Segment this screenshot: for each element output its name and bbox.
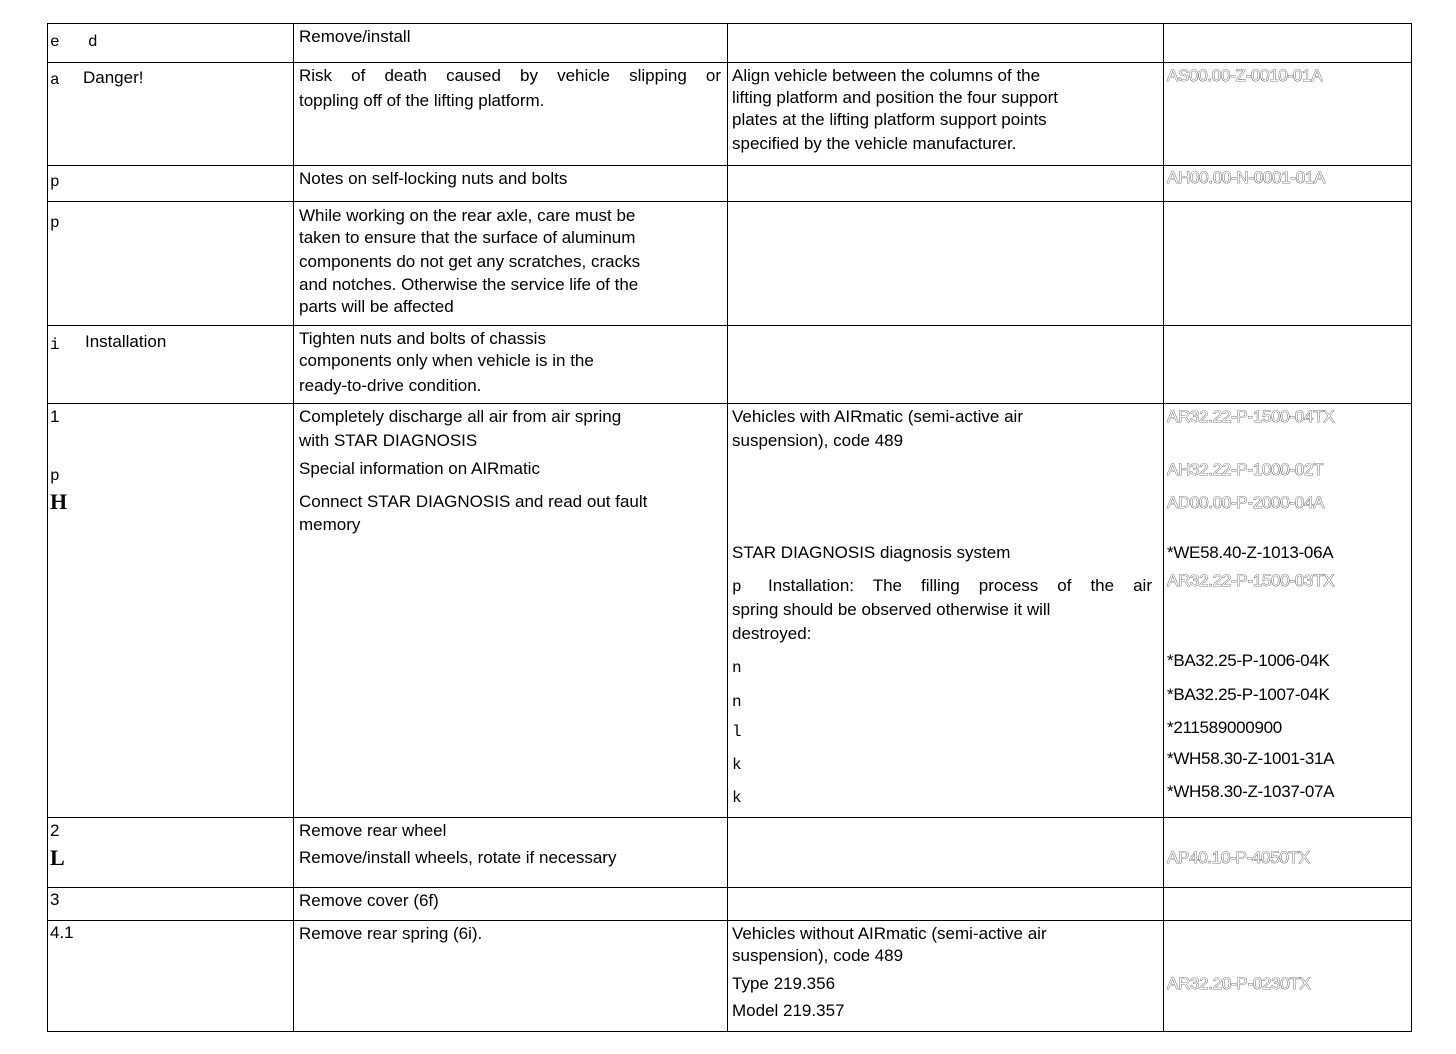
reference-link[interactable]: *WE58.40-Z-1013-06A	[1167, 543, 1334, 562]
table-row	[48, 818, 1412, 888]
note-text: suspension), code 489	[732, 431, 904, 450]
note-text: Installation: The filling process of the air	[768, 576, 1152, 595]
step-text: and notches. Otherwise the service life of the	[299, 275, 639, 294]
reference-link[interactable]: AD00.00-P-2000-04A	[1167, 493, 1325, 512]
note-text: Align vehicle between the columns of the	[732, 66, 1041, 85]
step-number: 1	[50, 407, 60, 426]
table-row	[48, 404, 1412, 818]
step-text: Remove/install	[299, 27, 411, 46]
symbol-p: p	[50, 467, 60, 485]
reference-link[interactable]: *WH58.30-Z-1037-07A	[1167, 782, 1335, 801]
step-text: Remove rear spring (6i).	[299, 924, 483, 943]
step-text: with STAR DIAGNOSIS	[299, 431, 478, 450]
table-row	[48, 63, 1412, 166]
step-number: 3	[50, 890, 60, 909]
table-row	[48, 24, 1412, 63]
step-text: components do not get any scratches, cracks	[299, 252, 641, 271]
step-text: Notes on self-locking nuts and bolts	[299, 169, 568, 188]
step-text: Connect STAR DIAGNOSIS and read out fault	[299, 492, 648, 511]
symbol-i: i	[50, 336, 60, 354]
step-text: Remove/install wheels, rotate if necessary	[299, 848, 617, 867]
reference-link[interactable]: *BA32.25-P-1007-04K	[1167, 685, 1330, 704]
step-text: parts will be affected	[299, 297, 454, 316]
step-text: While working on the rear axle, care must be	[299, 206, 636, 225]
symbol-l: l	[732, 723, 742, 741]
reference-link[interactable]: AH32.22-P-1000-02T	[1167, 460, 1324, 479]
symbol-p: p	[50, 173, 60, 191]
reference-link[interactable]: AR32.20-P-0230TX	[1167, 974, 1311, 993]
step-text: ready-to-drive condition.	[299, 376, 482, 395]
step-text: Remove rear wheel	[299, 821, 447, 840]
table-row	[48, 202, 1412, 326]
symbol-e: e	[50, 33, 60, 51]
symbol-k: k	[732, 789, 742, 807]
note-text: Vehicles without AIRmatic (semi-active air	[732, 924, 1047, 943]
symbol-h: H	[50, 489, 68, 514]
reference-link[interactable]: AR32.22-P-1500-03TX	[1167, 571, 1335, 590]
reference-link[interactable]: AH00.00-N-0001-01A	[1167, 168, 1326, 187]
installation-label: Installation	[85, 332, 167, 351]
step-text: Special information on AIRmatic	[299, 459, 540, 478]
note-text: spring should be observed otherwise it will	[732, 600, 1051, 619]
step-number: 4.1	[50, 923, 74, 942]
symbol-p: p	[732, 578, 742, 596]
note-text: specified by the vehicle manufacturer.	[732, 134, 1017, 153]
reference-link[interactable]: AR32.22-P-1500-04TX	[1167, 407, 1335, 426]
note-text: Model 219.357	[732, 1001, 845, 1020]
note-text: STAR DIAGNOSIS diagnosis system	[732, 543, 1011, 562]
step-number: 2	[50, 821, 60, 840]
symbol-l: L	[50, 845, 65, 870]
symbol-a: a	[50, 71, 60, 89]
note-text: Type 219.356	[732, 974, 836, 993]
step-text: Remove cover (6f)	[299, 891, 439, 910]
step-text: Tighten nuts and bolts of chassis	[299, 329, 546, 348]
table-row	[48, 166, 1412, 202]
note-text: lifting platform and position the four support	[732, 88, 1059, 107]
symbol-n: n	[732, 693, 742, 711]
symbol-n: n	[732, 659, 742, 677]
reference-link[interactable]: *WH58.30-Z-1001-31A	[1167, 749, 1335, 768]
danger-label: Danger!	[83, 68, 144, 87]
step-text: components only when vehicle is in the	[299, 351, 594, 370]
reference-link[interactable]: *211589000900	[1167, 718, 1282, 737]
procedure-table	[47, 23, 1412, 1032]
step-text: taken to ensure that the surface of aluminum	[299, 228, 636, 247]
table-row	[48, 921, 1412, 1032]
reference-link[interactable]: AS00.00-Z-0010-01A	[1167, 66, 1323, 85]
symbol-k: k	[732, 756, 742, 774]
table-row	[48, 888, 1412, 921]
note-text: suspension), code 489	[732, 946, 904, 965]
note-text: plates at the lifting platform support points	[732, 110, 1047, 129]
symbol-p: p	[50, 214, 60, 232]
step-text: Risk of death caused by vehicle slipping or	[299, 66, 721, 85]
step-text: Completely discharge all air from air spring	[299, 407, 622, 426]
note-text: Vehicles with AIRmatic (semi-active air	[732, 407, 1023, 426]
note-text: destroyed:	[732, 624, 812, 643]
step-text: toppling off of the lifting platform.	[299, 91, 545, 110]
reference-link[interactable]: *BA32.25-P-1006-04K	[1167, 651, 1330, 670]
table-row	[48, 326, 1412, 404]
reference-link[interactable]: AP40.10-P-4050TX	[1167, 848, 1310, 867]
step-text: memory	[299, 515, 361, 534]
symbol-d: d	[88, 33, 98, 51]
